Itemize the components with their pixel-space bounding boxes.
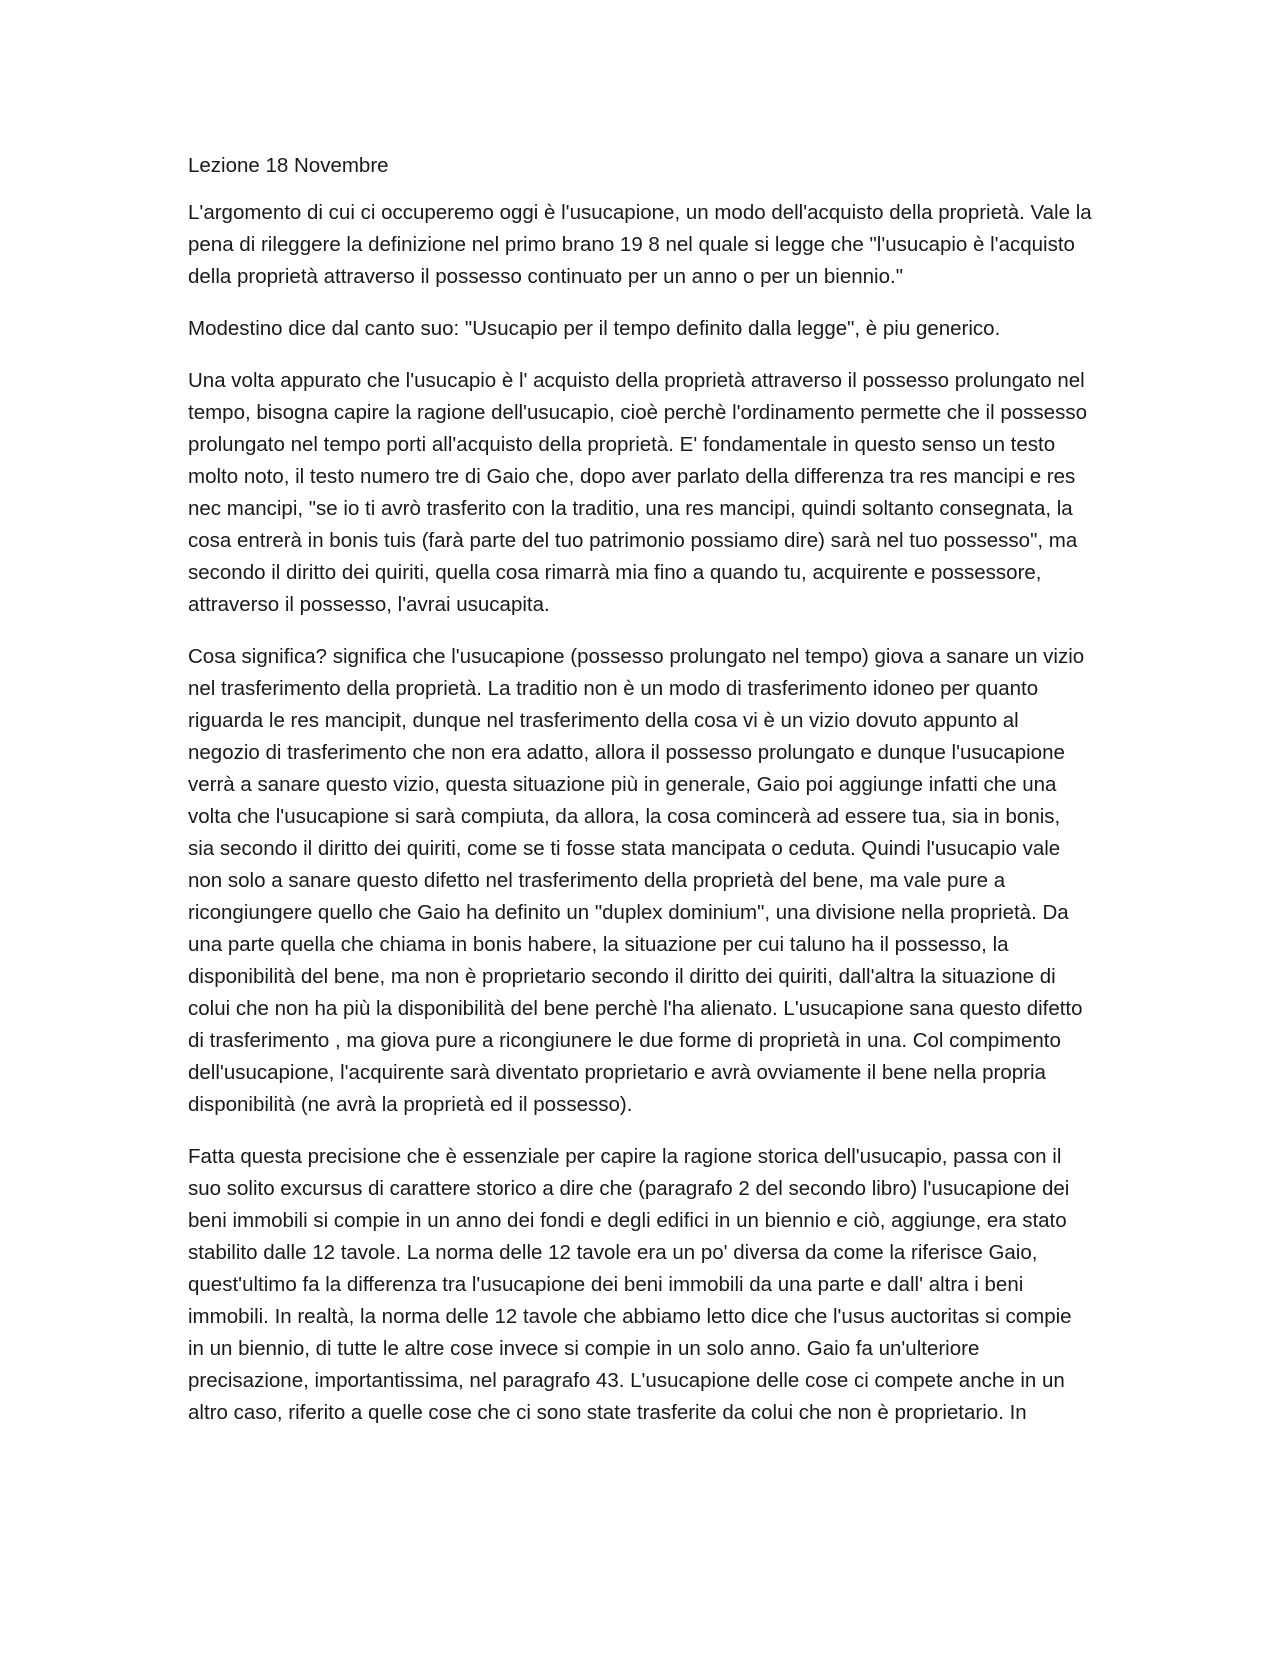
paragraph-5: Fatta questa precisione che è essenziale per capire la ragione storica dell'usucapio, passa con il suo solito excursus di carattere storico a dire che (paragrafo 2 del secondo libro) l'usucapione dei beni immobili si compie in un anno dei fondi e degli edifici in un biennio e ciò, aggiunge, era stato stabilito dalle 12 tavole. La norma delle 12 tavole era un po' diversa da come la riferisce Gaio, quest'ultimo fa la differenza tra l'usucapione dei beni immobili da una parte e dall' altra i beni immobili. In realtà, la norma delle 12 tavole che abbiamo letto dice che l'usus auctoritas si compie in un biennio, di tutte le altre cose invece si compie in un solo anno. Gaio fa un'ulteriore precisazione, importantissima, nel paragrafo 43. L'usucapione delle cose ci compete anche in un altro caso, riferito a quelle cose che ci sono state trasferite da colui che non è proprietario. In <box>188 1145 1072 1424</box>
document-title: Lezione 18 Novembre <box>188 154 389 177</box>
paragraph-1: L'argomento di cui ci occuperemo oggi è l'usucapione, un modo dell'acquisto della proprietà. Vale la pena di rileggere la definizione nel primo brano 19 8 nel quale si legge che "l'usucapio è l'acquisto della proprietà attraverso il possesso continuato per un anno o per un biennio." <box>188 201 1092 288</box>
paragraph-3: Una volta appurato che l'usucapio è l' acquisto della proprietà attraverso il possesso prolungato nel tempo, bisogna capire la ragione dell'usucapio, cioè perchè l'ordinamento permette che il possesso prolungato nel tempo porti all'acquisto della proprietà. E' fondamentale in questo senso un testo molto noto, il testo numero tre di Gaio che, dopo aver parlato della differenza tra res mancipi e res nec mancipi, "se io ti avrò trasferito con la traditio, una res mancipi, quindi soltanto consegnata, la cosa entrerà in bonis tuis (farà parte del tuo patrimonio possiamo dire) sarà nel tuo possesso", ma secondo il diritto dei quiriti, quella cosa rimarrà mia fino a quando tu, acquirente e possessore, attraverso il possesso, l'avrai usucapita. <box>188 369 1087 616</box>
paragraph-2: Modestino dice dal canto suo: "Usucapio per il tempo definito dalla legge", è piu generico. <box>188 317 1001 340</box>
paragraph-4: Cosa significa? significa che l'usucapione (possesso prolungato nel tempo) giova a sanare un vizio nel trasferimento della proprietà. La traditio non è un modo di trasferimento idoneo per quanto riguarda le res mancipit, dunque nel trasferimento della cosa vi è un vizio dovuto appunto al negozio di trasferimento che non era adatto, allora il possesso prolungato e dunque l'usucapione verrà a sanare questo vizio, questa situazione più in generale, Gaio poi aggiunge infatti che una volta che l'usucapione si sarà compiuta, da allora, la cosa comincerà ad essere tua, sia in bonis, sia secondo il diritto dei quiriti, come se ti fosse stata mancipata o ceduta. Quindi l'usucapio vale non solo a sanare questo difetto nel trasferimento della proprietà del bene, ma vale pure a ricongiungere quello che Gaio ha definito un "duplex dominium", una divisione nella proprietà. Da una parte quella che chiama in bonis habere, la situazione per cui taluno ha il possesso, la disponibilità del bene, ma non è proprietario secondo il diritto dei quiriti, dall'altra la situazione di colui che non ha più la disponibilità del bene perchè l'ha alienato. L'usucapione sana questo difetto di trasferimento , ma giova pure a ricongiunere le due forme di proprietà in una. Col compimento dell'usucapione, l'acquirente sarà diventato proprietario e avrà ovviamente il bene nella propria disponibilità (ne avrà la proprietà ed il possesso). <box>188 645 1085 1116</box>
document-body <box>188 150 1092 1449</box>
